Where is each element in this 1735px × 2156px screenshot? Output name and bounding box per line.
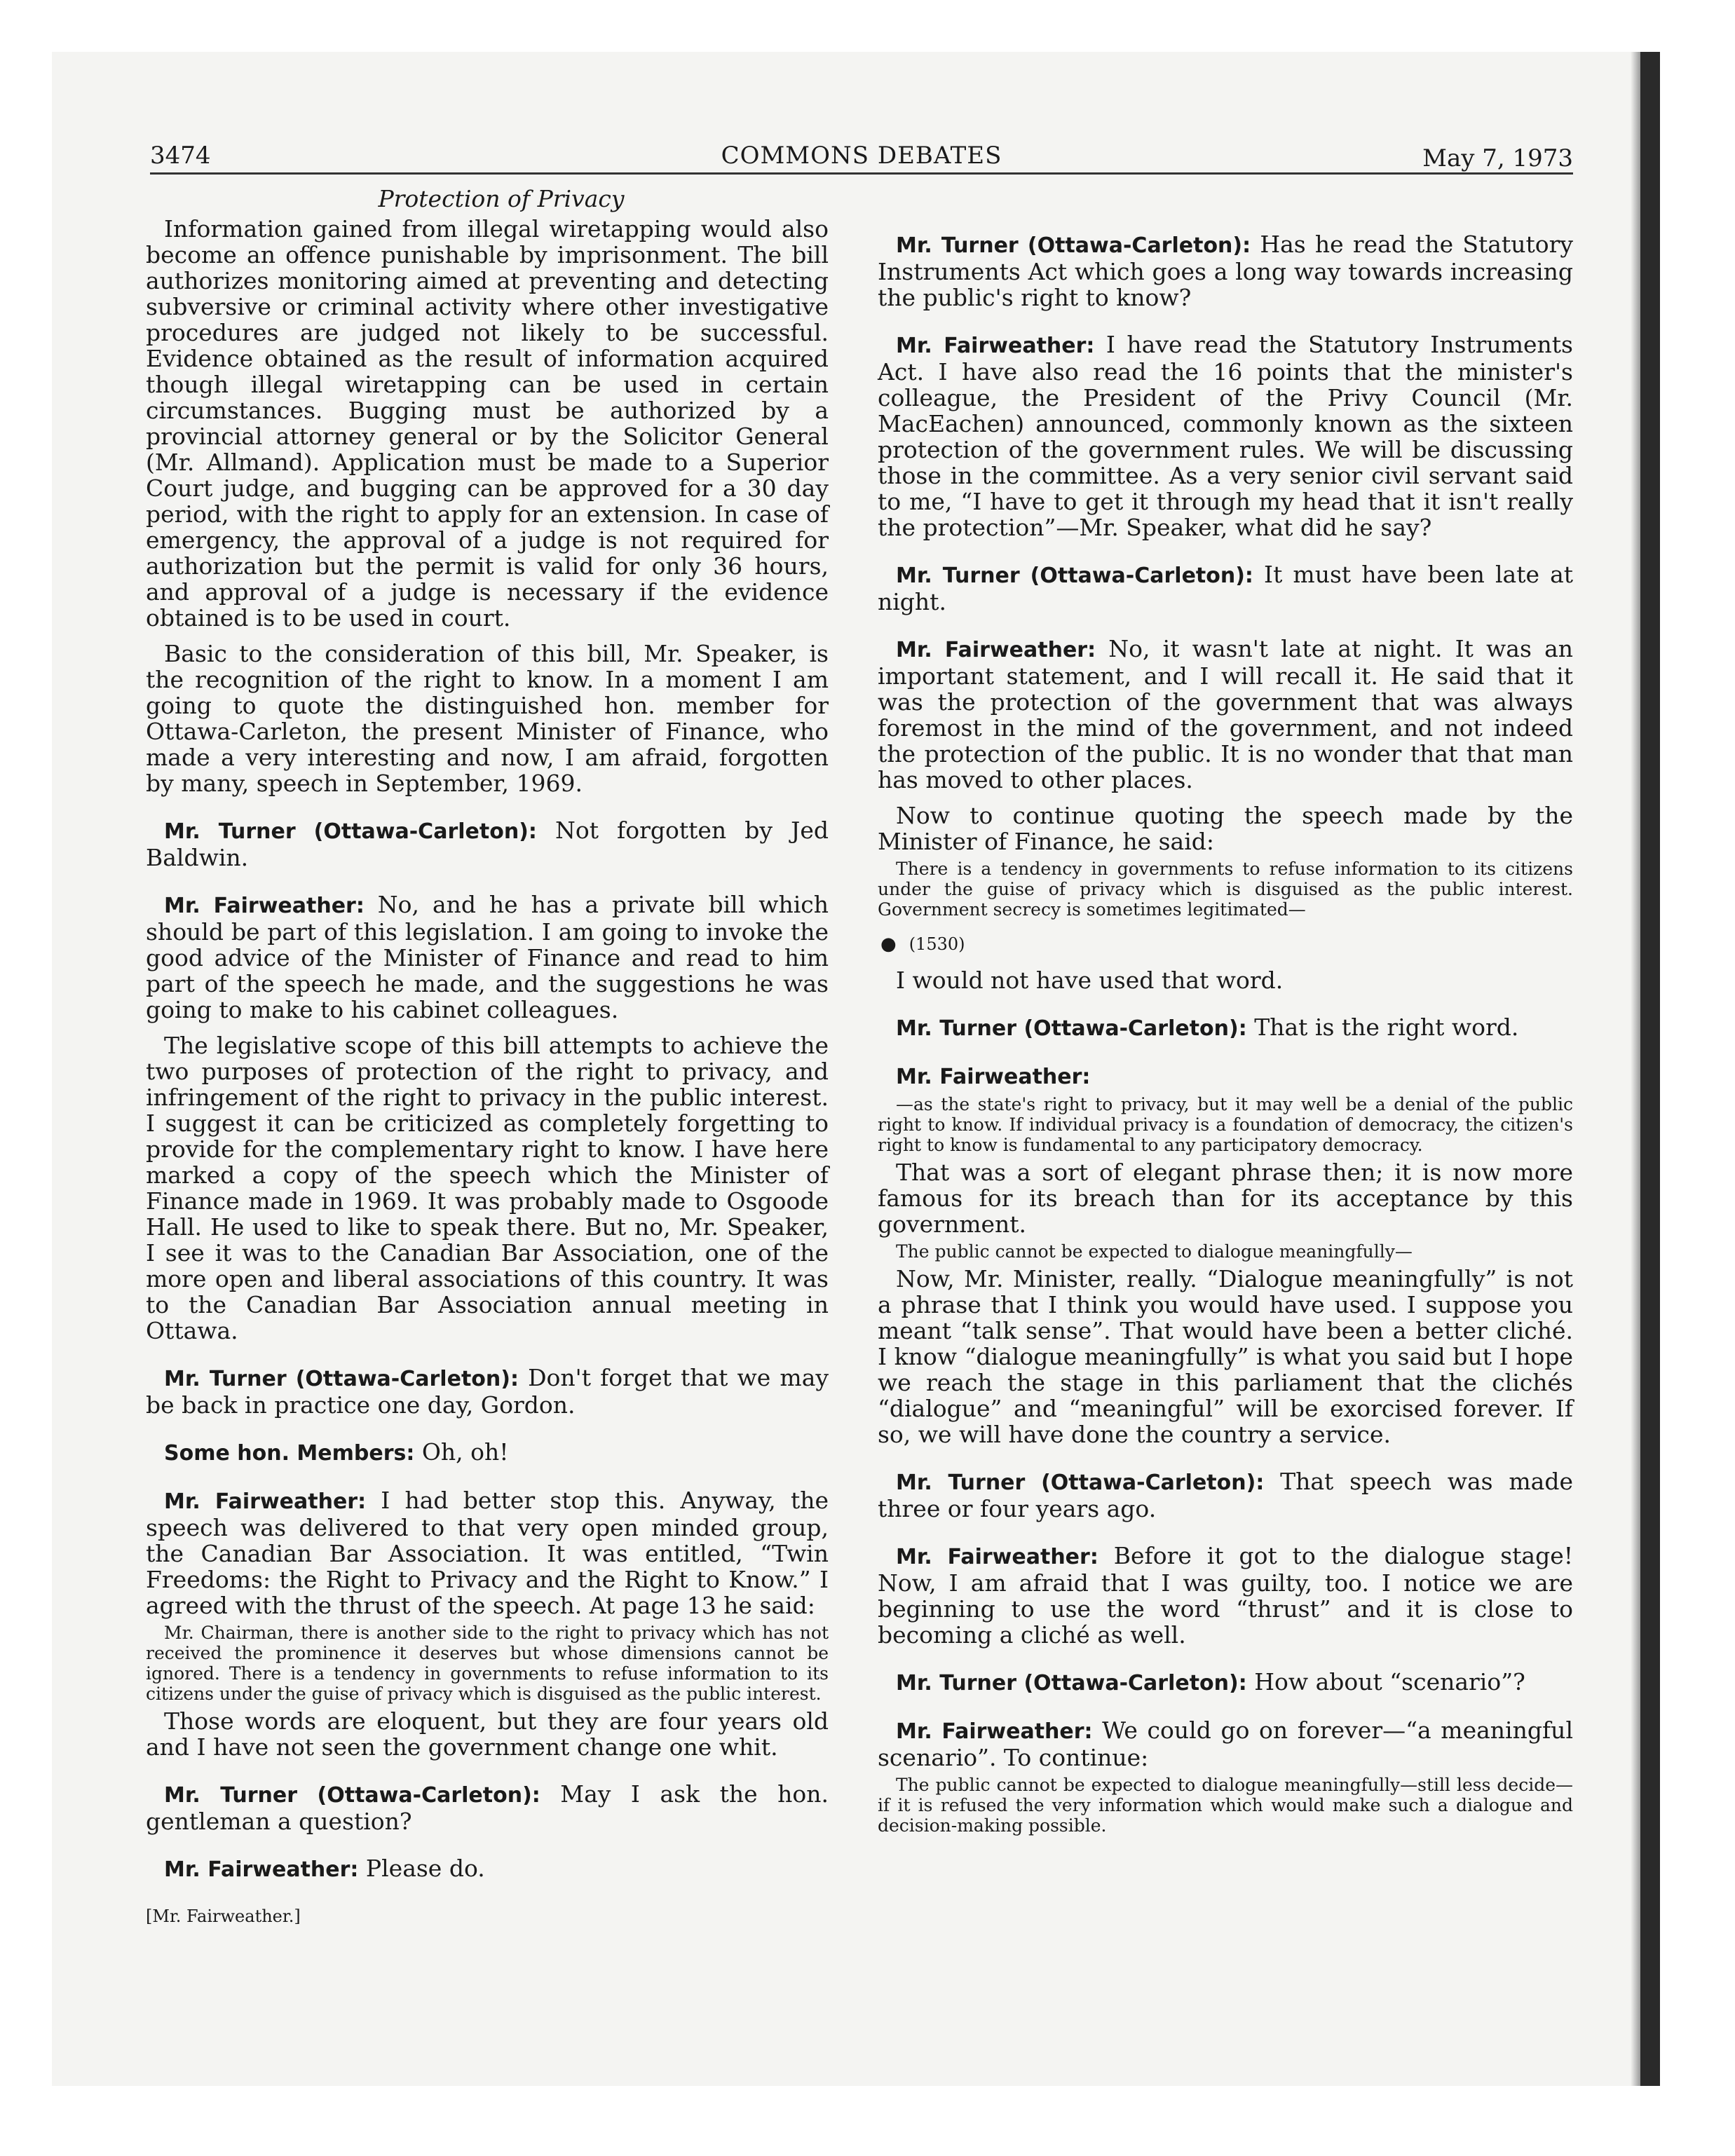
speaker-name: Mr. Fairweather: bbox=[164, 1489, 367, 1514]
block-quote: The public cannot be expected to dialogue meaningfully—still less decide—if it is refused the very information which would make such a dialogue and decision-making possible. bbox=[878, 1775, 1573, 1836]
block-quote: —as the state's right to privacy, but it may well be a denial of the public right to know. If individual privacy is a foundation of democracy, the citizen's right to know is fundamental to any participatory democracy. bbox=[878, 1094, 1573, 1155]
speech bbox=[878, 1717, 1573, 1770]
right-column bbox=[878, 231, 1573, 1840]
speech-text: Please do. bbox=[358, 1855, 485, 1882]
speech bbox=[146, 892, 829, 1023]
speech bbox=[146, 1365, 829, 1418]
speech bbox=[878, 332, 1573, 540]
speech-text: We could go on forever—“a meaningful scenario”. To continue: bbox=[878, 1717, 1573, 1771]
paragraph: Now to continue quoting the speech made by the Minister of Finance, he said: bbox=[878, 802, 1573, 855]
speech bbox=[146, 1781, 829, 1834]
paragraph: That was a sort of elegant phrase then; it is now more famous for its breach than for its acceptance by this government. bbox=[878, 1159, 1573, 1238]
speech-text: No, it wasn't late at night. It was an important statement, and I will recall it. He said that it was the protection of the government that was always foremost in the mind of the government, and not indeed the protection of the public. It is no wonder that that man has moved to other places. bbox=[878, 635, 1573, 793]
speech-text: How about “scenario”? bbox=[1246, 1668, 1525, 1696]
paragraph: Those words are eloquent, but they are four years old and I have not seen the government change one whit. bbox=[146, 1707, 829, 1761]
speaker-name: Mr. Turner (Ottawa-Carleton): bbox=[164, 819, 537, 844]
speaker-name: Mr. Turner (Ottawa-Carleton): bbox=[896, 1671, 1247, 1696]
speaker-name: Mr. Fairweather: bbox=[896, 1065, 1091, 1089]
speech bbox=[878, 1669, 1573, 1696]
speaker-name: Mr. Fairweather: bbox=[164, 894, 365, 918]
speaker-name: Mr. Turner (Ottawa-Carleton): bbox=[896, 564, 1253, 588]
speaker-name: Mr. Turner (Ottawa-Carleton): bbox=[164, 1783, 540, 1808]
paragraph: The legislative scope of this bill attempts to achieve the two purposes of protection of the right to privacy, and infringement of the right to privacy in the public interest. I suggest it can be criticized as completely forgetting to provide for the complementary right to know. I have here marked a copy of the speech which the Minister of Finance made in 1969. It was probably made to Osgoode Hall. He used to like to speak there. But no, Mr. Speaker, I see it was to the Canadian Bar Association, one of the more open and liberal associations of this country. It was to the Canadian Bar Association annual meeting in Ottawa. bbox=[146, 1032, 829, 1344]
speech-text: I had better stop this. Anyway, the speech was delivered to that very open minded group, the Canadian Bar Association. It was entitled, “Twin Freedoms: the Right to Privacy and the Right to Know.” I agreed with the thrust of the speech. At page 13 he said: bbox=[146, 1487, 829, 1619]
speech bbox=[146, 1855, 829, 1883]
speech bbox=[878, 1468, 1573, 1522]
paragraph: I would not have used that word. bbox=[896, 967, 1284, 994]
block-quote: There is a tendency in governments to refuse information to its citizens under the guise of privacy which is disguised as the public interest. Government secrecy is sometimes legitimated— bbox=[878, 859, 1573, 920]
speaker-footnote: [Mr. Fairweather.] bbox=[146, 1906, 301, 1926]
journal-title: COMMONS DEBATES bbox=[721, 142, 1002, 170]
page-number: 3474 bbox=[150, 142, 211, 170]
speech bbox=[146, 1487, 829, 1618]
speech-text: Before it got to the dialogue stage! Now, I am afraid that I was guilty, too. I notice we are beginning to use the word “thrust” and it is close to becoming a cliché as well. bbox=[878, 1542, 1573, 1649]
speech bbox=[146, 817, 829, 871]
speech bbox=[146, 1439, 829, 1466]
speaker-name: Mr. Fairweather: bbox=[896, 1719, 1093, 1744]
speaker-name: Mr. Turner (Ottawa-Carleton): bbox=[896, 233, 1251, 258]
page-date: May 7, 1973 bbox=[1422, 144, 1573, 172]
left-column bbox=[146, 184, 829, 1926]
speaker-name: Mr. Turner (Ottawa-Carleton): bbox=[896, 1016, 1247, 1041]
speech bbox=[878, 1063, 1573, 1090]
binding-edge bbox=[1640, 52, 1660, 2086]
speech-text: May I ask the hon. gentleman a question? bbox=[146, 1780, 829, 1835]
paragraph: Information gained from illegal wiretapping would also become an offence punishable by imprisonment. The bill authorizes monitoring aimed at preventing and detecting subversive or criminal activity where other investigative procedures are judged not likely to be successful. Evidence obtained as the result of information acquired though illegal wiretapping can be used in certain circumstances. Bugging must be authorized by a provincial attorney general or by the Solicitor General (Mr. Allmand). Application must be made to a Superior Court judge, and bugging can be approved for a 30 day period, with the right to apply for an extension. In case of emergency, the approval of a judge is not required for authorization but the permit is valid for only 36 hours, and approval of a judge is necessary if the evidence obtained is to be used in court. bbox=[146, 215, 829, 632]
speech bbox=[878, 636, 1573, 793]
paragraph: Basic to the consideration of this bill, Mr. Speaker, is the recognition of the right to know. In a moment I am going to quote the distinguished hon. member for Ottawa-Carleton, the present Minister of Finance, who made a very interesting and now, I am afraid, forgotten by many, speech in September, 1969. bbox=[146, 640, 829, 797]
bullet-icon: ● bbox=[880, 934, 897, 955]
speaker-name: Mr. Turner (Ottawa-Carleton): bbox=[896, 1471, 1265, 1495]
speaker-name: Mr. Turner (Ottawa-Carleton): bbox=[164, 1367, 519, 1391]
running-title: Protection of Privacy bbox=[378, 185, 625, 212]
speech-text: Oh, oh! bbox=[414, 1438, 509, 1466]
speech bbox=[878, 561, 1573, 615]
speech-text: That speech was made three or four years ago. bbox=[878, 1468, 1573, 1522]
speaker-name: Mr. Fairweather: bbox=[896, 1545, 1098, 1569]
speech-text: Don't forget that we may be back in practice one day, Gordon. bbox=[146, 1364, 829, 1419]
speech-text: Not forgotten by Jed Baldwin. bbox=[146, 817, 829, 871]
speaker-name: Mr. Fairweather: bbox=[896, 334, 1095, 358]
paragraph: Now, Mr. Minister, really. “Dialogue meaningfully” is not a phrase that I think you would have used. I suppose you meant “talk sense”. That would have been a better cliché. I know “dialogue meaningfully” is what you said but I hope we reach the stage in this parliament that the clichés “dialogue” and “meaningful” will be exorcised forever. If so, we will have done the country a service. bbox=[878, 1265, 1573, 1448]
speech-text: I have read the Statutory Instruments Act. I have also read the 16 points that the minister's colleague, the President of the Privy Council (Mr. MacEachen) announced, commonly known as the sixteen protection of the government rules. We will be discussing those in the committee. As a very senior civil servant said to me, “I have to get it through my head that it isn't really the protection”—Mr. Speaker, what did he say? bbox=[878, 331, 1573, 541]
speech bbox=[878, 1543, 1573, 1648]
page-header bbox=[150, 142, 1573, 175]
speaker-name: Mr. Fairweather: bbox=[896, 638, 1096, 662]
block-quote: Mr. Chairman, there is another side to the right to privacy which has not received the prominence it deserves but whose dimensions cannot be ignored. There is a tendency in governments to refuse information to its citizens under the guise of privacy which is disguised as the public interest. bbox=[146, 1623, 829, 1704]
speech-text: That is the right word. bbox=[1246, 1014, 1519, 1041]
speech bbox=[878, 231, 1573, 311]
time-marker bbox=[878, 934, 1573, 955]
speech-text: No, and he has a private bill which should be part of this legislation. I am going to invoke the good advice of the Minister of Finance and read to him part of the speech he made, and the suggestions he was going to make to his cabinet colleagues. bbox=[146, 891, 829, 1023]
speech bbox=[878, 1014, 1573, 1042]
speech-text: It must have been late at night. bbox=[878, 561, 1574, 615]
binding-shadow bbox=[1631, 52, 1640, 2086]
speech-text: Has he read the Statutory Instruments Act which goes a long way towards increasing the public's right to know? bbox=[878, 231, 1573, 311]
speaker-name: Mr. Fairweather: bbox=[164, 1857, 359, 1882]
speaker-name: Some hon. Members: bbox=[164, 1441, 415, 1466]
time-stamp: (1530) bbox=[909, 934, 965, 954]
block-quote: The public cannot be expected to dialogue meaningfully— bbox=[896, 1241, 1413, 1262]
